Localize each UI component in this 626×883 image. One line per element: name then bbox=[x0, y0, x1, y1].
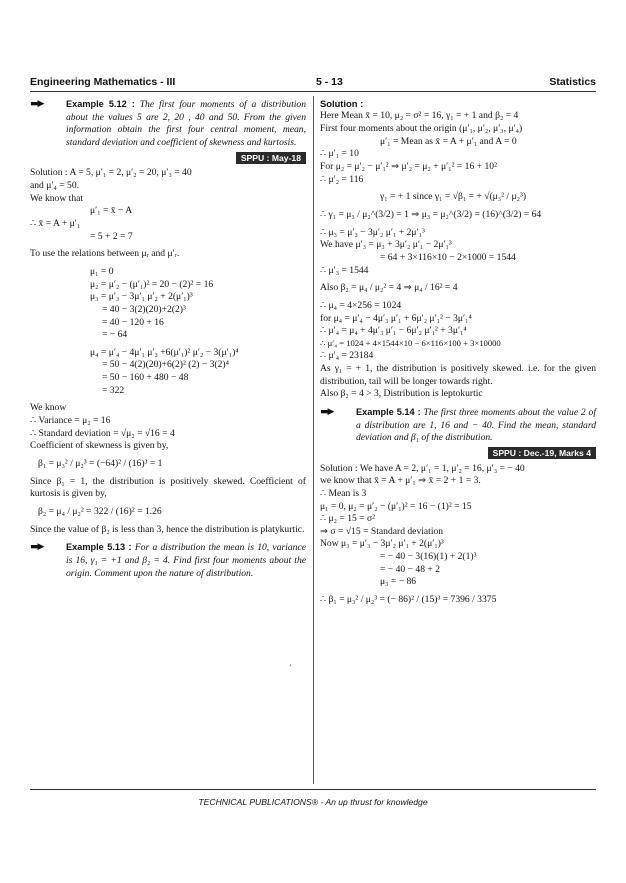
math-line: = 50 − 4(2)(20)+6(2)² (2) − 3(2)⁴ bbox=[102, 359, 229, 371]
example-text: The first four moments of a distribution about the values 5 are 2, 20 , 40 and 50. From the given information obtain the first four central moment, mean, standard deviation and coefficient of skewness and kurtosis. bbox=[66, 99, 306, 148]
math-line: ∴ μ′₄ = 1024 + 4×1544×10 − 6×116×100 + 3×10000 bbox=[320, 337, 501, 348]
text-line: We know bbox=[30, 402, 67, 414]
column-divider bbox=[313, 96, 314, 784]
math-line: ∴ μ₄ = 4×256 = 1024 bbox=[320, 299, 402, 311]
example-text: The first three moments about the value 2 of a distribution are 1, 16 and − 40. Find the mean, standard deviation and β₁ of the distribution. bbox=[356, 406, 596, 444]
text-para: Since β₁ = 1, the distribution is positively skewed. Coefficient of kurtosis is given by, bbox=[30, 475, 306, 500]
text-para: As γ₁ = + 1, the distribution is positively skewed. i.e. for the given distribution, tail will be longer towards right. bbox=[320, 362, 596, 387]
math-line: We have μ′₃ = μ₃ + 3μ′₂ μ′₁ − 2μ′₁³ bbox=[320, 239, 452, 251]
math-line: and μ′₄ = 50. bbox=[30, 179, 80, 191]
page-header bbox=[30, 76, 596, 92]
math-line: μ₄ = μ′₄ − 4μ′₁ μ′₃ +6(μ′₁)² μ′₂ − 3(μ′₁)⁴ bbox=[90, 346, 239, 358]
math-line: β₂ = μ₄ / μ₂² = 322 / (16)² = 1.26 bbox=[38, 506, 162, 518]
math-line: ∴ Variance = μ₂ = 16 bbox=[30, 415, 111, 427]
solution-line: Solution : A = 5, μ′₁ = 2, μ′₂ = 20, μ′₃ = 40 bbox=[30, 167, 192, 179]
math-line: ∴ μ₂ = 15 = σ² bbox=[320, 513, 376, 525]
math-line: = 40 − 3(2)(20)+2(2)³ bbox=[102, 303, 186, 315]
math-line: = 64 + 3×116×10 − 2×1000 = 1544 bbox=[380, 251, 516, 263]
stray-mark: ' bbox=[290, 663, 292, 672]
math-line: μ₁ = 0 bbox=[90, 265, 114, 277]
math-line: ∴ μ′₁ = 10 bbox=[320, 148, 359, 160]
math-line: β₁ = μ₃² / μ₂³ = (−64)² / (16)³ = 1 bbox=[38, 458, 163, 470]
math-line: = − 40 − 48 + 2 bbox=[380, 563, 441, 575]
text-para: Since the value of β₂ is less than 3, hence the distribution is platykurtic. bbox=[30, 523, 305, 535]
example-label: Example 5.12 : bbox=[66, 99, 135, 109]
math-line: ⇒ σ = √15 = Standard deviation bbox=[320, 525, 444, 537]
page-number: 5 - 13 bbox=[316, 76, 343, 88]
math-line: μ′₁ = Mean as x̄ = A + μ′₁ and A = 0 bbox=[380, 135, 517, 147]
math-line: μ₃ = μ′₃ − 3μ′₁ μ′₂ + 2(μ′₁)³ bbox=[90, 291, 193, 303]
example-5-12 bbox=[30, 98, 306, 150]
exam-badge: SPPU : Dec.-19, Marks 4 bbox=[488, 447, 596, 459]
text-line: To use the relations between μᵣ and μ′ᵣ. bbox=[30, 248, 180, 260]
text-line: We know that bbox=[30, 192, 84, 204]
math-line: = − 40 − 3(16)(1) + 2(1)³ bbox=[380, 551, 477, 563]
solution-heading: Solution : bbox=[320, 98, 364, 109]
math-line: ∴ x̄ = A + μ′₁ bbox=[30, 217, 81, 229]
math-line: = 5 + 2 = 7 bbox=[90, 230, 133, 242]
math-line: = 50 − 160 + 480 − 48 bbox=[102, 372, 189, 384]
math-line: for μ₄ = μ′₄ − 4μ′₃ μ′₁ + 6μ′₂ μ′₁² − 3μ′₁⁴ bbox=[320, 312, 472, 324]
text-line: ∴ Mean is 3 bbox=[320, 487, 367, 499]
example-label: Example 5.13 : bbox=[66, 542, 132, 553]
math-line: = 40 − 120 + 16 bbox=[102, 316, 164, 328]
math-line: γ₁ = + 1 since γ₁ = √β₁ = + √(μ₃² / μ₂³) bbox=[380, 191, 527, 203]
math-line: Also β₂ = 4 > 3, Distribution is leptokurtic bbox=[320, 388, 483, 400]
math-line: ∴ μ′₄ = 23184 bbox=[320, 350, 374, 362]
example-text: For a distribution the mean is 10, variance is 16, γ₁ = +1 and β₂ = 4. Find first four moments about the origin. Comment upon the nature of distribution. bbox=[66, 542, 306, 579]
text-line: we know that x̄ = A + μ′₁ ⇒ x̄ = 2 + 1 = 3. bbox=[320, 475, 481, 487]
page-footer: TECHNICAL PUBLICATIONS® - An up thrust for knowledge bbox=[198, 797, 428, 807]
math-line: μ₂ = μ′₂ − (μ′₁)² = 20 − (2)² = 16 bbox=[90, 278, 214, 290]
arrow-icon: ▬▶ bbox=[320, 406, 334, 417]
example-label: Example 5.14 : bbox=[356, 406, 421, 417]
math-line: Also β₂ = μ₄ / μ₂² = 4 ⇒ μ₄ / 16² = 4 bbox=[320, 282, 458, 294]
arrow-icon: ▬▶ bbox=[30, 99, 44, 109]
arrow-icon: ▬▶ bbox=[30, 542, 44, 553]
text-line: Here Mean x̄ = 10, μ₂ = σ² = 16, γ₁ = + 1 and β₂ = 4 bbox=[320, 110, 519, 122]
math-line: ∴ β₁ = μ₃² / μ₂³ = (− 86)² / (15)³ = 7396 / 3375 bbox=[320, 594, 497, 606]
book-title: Engineering Mathematics - III bbox=[30, 76, 176, 88]
math-line: ∴ μ₃ = μ′₃ − 3μ′₂ μ′₁ + 2μ′₁³ bbox=[320, 226, 425, 238]
text-line: First four moments about the origin (μ′₁, μ′₂, μ′₃, μ′₄) bbox=[320, 123, 523, 135]
math-line: μ₁ = 0, μ₂ = μ′₂ − (μ′₁)² = 16 − (1)² = 15 bbox=[320, 500, 472, 512]
math-line: ∴ μ′₄ = μ₄ + 4μ′₃ μ′₁ − 6μ′₂ μ′₁² + 3μ′₁⁴ bbox=[320, 325, 467, 337]
math-line: For μ₂ = μ′₂ − μ′₁² ⇒ μ′₂ = μ₂ + μ′₁² = 16 + 10² bbox=[320, 161, 497, 173]
math-line: Now μ₃ = μ′₃ − 3μ′₂ μ′₁ + 2(μ′₁)³ bbox=[320, 538, 444, 550]
solution-line: Solution : We have A = 2, μ′₁ = 1, μ′₂ = 16, μ′₃ = − 40 bbox=[320, 462, 525, 474]
math-line: ∴ Standard deviation = √μ₂ = √16 = 4 bbox=[30, 427, 175, 439]
example-5-14 bbox=[320, 406, 596, 445]
math-line: ∴ μ′₃ = 1544 bbox=[320, 264, 369, 276]
chapter-title: Statistics bbox=[549, 76, 596, 88]
left-column bbox=[30, 98, 306, 582]
math-line: μ₃ = − 86 bbox=[380, 576, 417, 588]
text-line: Coefficient of skewness is given by, bbox=[30, 440, 169, 452]
math-line: ∴ γ₁ = μ₃ / μ₂^(3/2) = 1 ⇒ μ₃ = μ₂^(3/2) = (16)^(3/2) = 64 bbox=[320, 209, 542, 220]
math-line: μ′₁ = x̄ − A bbox=[90, 205, 133, 217]
math-line: ∴ μ′₂ = 116 bbox=[320, 173, 364, 185]
right-column bbox=[320, 98, 596, 607]
example-5-13 bbox=[30, 541, 306, 580]
exam-badge: SPPU : May-18 bbox=[236, 152, 306, 164]
math-line: = 322 bbox=[102, 384, 125, 396]
math-line: = − 64 bbox=[102, 329, 128, 341]
footer-rule bbox=[30, 789, 596, 790]
